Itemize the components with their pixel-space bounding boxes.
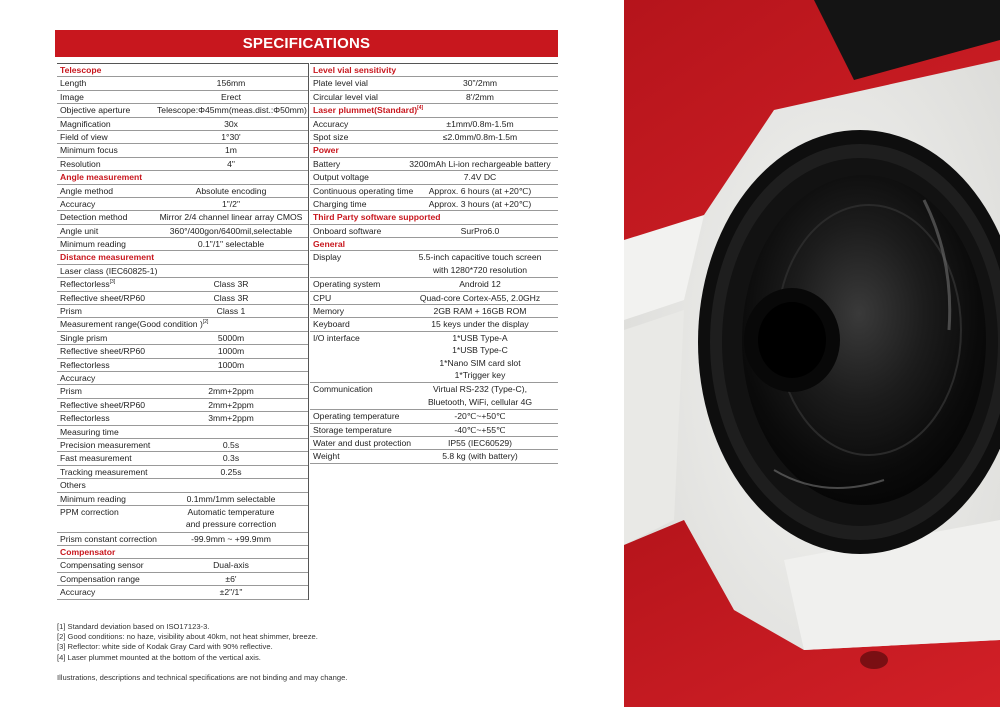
label-text: Plate level vial — [313, 78, 368, 89]
spec-value-line: 1*Trigger key — [454, 370, 506, 381]
spec-label — [60, 278, 115, 290]
spec-row — [57, 586, 308, 599]
label-text: Angle measurement — [60, 172, 143, 183]
disclaimer: Illustrations, descriptions and technical specifications are not binding and may change. — [57, 673, 348, 682]
section-title — [313, 238, 345, 250]
spec-value: Class 3R — [213, 279, 249, 290]
spec-label — [60, 573, 140, 585]
spec-value-line: Automatic temperature — [187, 506, 275, 517]
section-title — [60, 251, 154, 263]
spec-row — [57, 493, 308, 506]
spec-label — [60, 385, 82, 397]
spec-label — [60, 479, 86, 491]
label-text: Angle method — [60, 185, 114, 196]
spec-row — [57, 426, 308, 439]
spec-value: 156mm — [216, 78, 246, 89]
spec-row — [57, 533, 308, 546]
label-text: Communication — [313, 384, 373, 395]
spec-row — [57, 225, 308, 238]
spec-value: 7.4V DC — [463, 172, 497, 183]
spec-row — [310, 171, 558, 184]
spec-row — [310, 77, 558, 90]
label-text: Measuring time — [60, 426, 119, 437]
spec-row — [57, 211, 308, 224]
label-text: General — [313, 239, 346, 250]
spec-row — [57, 292, 308, 305]
spec-label — [313, 171, 369, 183]
spec-row — [57, 372, 308, 385]
label-text: Water and dust protection — [313, 438, 412, 448]
label-text: Continuous operating time — [313, 185, 414, 196]
spec-value: 0.1"/1" selectable — [197, 239, 265, 250]
spec-value: ±1mm/0.8m-1.5m — [446, 118, 514, 129]
spec-row — [310, 332, 558, 384]
spec-label — [313, 158, 340, 170]
spec-value: Absolute encoding — [195, 185, 267, 196]
label-text: Minimum reading — [60, 239, 126, 250]
spec-value: ≤2.0mm/0.8m-1.5m — [442, 131, 518, 142]
spec-value: 1m — [225, 145, 237, 156]
spec-row — [310, 437, 558, 450]
spec-row — [57, 158, 308, 171]
spec-row — [310, 131, 558, 144]
label-text: Measurement range(Good condition ) — [60, 319, 203, 330]
spec-value: -99.9mm ~ +99.9mm — [191, 533, 271, 544]
section-title — [313, 64, 396, 76]
label-text: Accuracy — [60, 587, 96, 598]
label-text: Battery — [313, 158, 341, 169]
spec-row — [57, 359, 308, 372]
label-text: Others — [60, 480, 86, 491]
spec-value — [402, 332, 558, 382]
label-text: CPU — [313, 292, 332, 303]
spec-row — [57, 479, 308, 492]
spec-label — [60, 185, 113, 197]
spec-value: IP55 (IEC60529) — [447, 438, 512, 448]
label-text: Precision measurement — [60, 439, 151, 450]
spec-value: ±6' — [225, 573, 237, 584]
spec-row — [57, 77, 308, 90]
spec-label — [60, 104, 130, 116]
spec-label — [60, 399, 145, 411]
spec-row — [310, 383, 558, 410]
spec-row — [57, 185, 308, 198]
spec-row — [310, 410, 558, 423]
spec-value: Mirror 2/4 channel linear array CMOS — [159, 212, 303, 223]
label-text: Reflective sheet/RP60 — [60, 399, 146, 410]
label-text: Storage temperature — [313, 424, 392, 435]
spec-label — [60, 493, 126, 505]
spec-label — [313, 332, 360, 344]
spec-value-line: 1*USB Type-A — [452, 332, 508, 343]
spec-value: 5000m — [217, 332, 245, 343]
spec-label — [60, 506, 119, 518]
spec-row — [57, 573, 308, 586]
spec-label — [313, 424, 392, 436]
spec-label — [60, 439, 150, 451]
spec-value: 30"/2mm — [462, 78, 498, 89]
spec-label — [60, 198, 95, 210]
label-text: Accuracy — [60, 372, 96, 383]
spec-row — [57, 385, 308, 398]
spec-label — [60, 452, 132, 464]
spec-value-line: 1*Nano SIM card slot — [439, 357, 521, 368]
label-text: Fast measurement — [60, 453, 132, 464]
spec-label — [60, 345, 145, 357]
spec-row — [57, 466, 308, 479]
label-text: Reflective sheet/RP60 — [60, 346, 146, 357]
spec-label — [60, 225, 98, 237]
spec-value: 5.8 kg (with battery) — [442, 451, 518, 462]
spec-value: Approx. 6 hours (at +20℃) — [428, 185, 532, 196]
label-text: Resolution — [60, 158, 101, 169]
label-text: Third Party software supported — [313, 212, 441, 223]
spec-value: 0.3s — [222, 453, 240, 464]
spec-value: 0.1mm/1mm selectable — [186, 493, 276, 504]
spec-row — [57, 198, 308, 211]
footnote: [2] Good conditions: no haze, visibility about 40km, not heat shimmer, breeze. — [57, 632, 318, 642]
label-text: Spot size — [313, 131, 349, 142]
spec-label — [60, 77, 86, 89]
spec-label — [313, 292, 331, 304]
spec-value: 1000m — [217, 346, 245, 357]
spec-section-header — [310, 104, 558, 117]
spec-row — [57, 238, 308, 251]
spec-row — [57, 506, 308, 533]
spec-label — [60, 559, 144, 571]
spec-value-line: 1*USB Type-C — [452, 345, 508, 356]
spec-value: 2mm+2ppm — [208, 399, 254, 410]
label-text: Onboard software — [313, 225, 382, 236]
label-text: Magnification — [60, 118, 111, 129]
spec-value-line: Virtual RS-232 (Type-C), — [433, 384, 527, 395]
spec-row — [57, 332, 308, 345]
label-text: Angle unit — [60, 225, 99, 236]
spec-label — [60, 144, 118, 156]
spec-row — [57, 118, 308, 131]
footnote-ref: [2] — [202, 319, 209, 326]
spec-value-line: and pressure correction — [185, 519, 277, 530]
specifications-title: SPECIFICATIONS — [55, 30, 558, 57]
spec-section-header — [57, 64, 308, 77]
spec-value: 30x — [224, 118, 238, 129]
spec-row — [310, 318, 558, 331]
label-text: Field of view — [60, 131, 108, 142]
spec-value: Telescope:Φ45mm(meas.dist.:Φ50mm) — [157, 105, 307, 116]
label-text: I/O interface — [313, 332, 360, 343]
label-text: Circular level vial — [313, 91, 378, 102]
spec-row — [310, 450, 558, 463]
spec-label — [313, 437, 411, 449]
spec-label — [60, 426, 119, 438]
spec-row — [57, 91, 308, 104]
label-text: Prism — [60, 306, 82, 317]
spec-row — [57, 144, 308, 157]
spec-label — [313, 410, 399, 422]
label-text: Laser class (IEC60825-1) — [60, 265, 158, 276]
spec-label — [60, 292, 145, 304]
footnote-ref: [3] — [109, 279, 116, 286]
label-text: Charging time — [313, 198, 367, 209]
spec-value: Dual-axis — [213, 560, 249, 571]
section-title — [60, 64, 101, 76]
spec-table-left — [57, 63, 309, 600]
label-text: Accuracy — [313, 118, 349, 129]
spec-value: 3200mAh Li-ion rechargeable battery — [409, 158, 551, 169]
spec-row — [310, 251, 558, 278]
label-text: Reflective sheet/RP60 — [60, 292, 146, 303]
section-title — [313, 104, 423, 116]
spec-value: 2GB RAM + 16GB ROM — [433, 306, 527, 317]
spec-value-line: with 1280*720 resolution — [432, 264, 528, 275]
spec-row — [310, 118, 558, 131]
spec-section-header — [57, 251, 308, 264]
label-text: Minimum focus — [60, 145, 118, 156]
spec-row — [57, 318, 308, 331]
spec-label — [313, 225, 381, 237]
spec-row — [57, 399, 308, 412]
section-title — [60, 171, 142, 183]
spec-value: 2mm+2ppm — [208, 386, 254, 397]
spec-label — [60, 586, 95, 598]
label-text: Operating system — [313, 279, 381, 290]
label-text: Output voltage — [313, 172, 369, 183]
spec-label — [313, 185, 413, 197]
spec-label — [60, 91, 84, 103]
spec-row — [57, 439, 308, 452]
spec-label — [60, 158, 101, 170]
spec-value: 1°30' — [221, 131, 241, 142]
label-text: Telescope — [60, 65, 102, 75]
spec-row — [310, 185, 558, 198]
spec-value: -40℃~+55℃ — [454, 424, 506, 435]
spec-value: ±2"/1" — [219, 587, 243, 598]
label-text: Objective aperture — [60, 105, 131, 116]
spec-value-line: Bluetooth, WiFi, cellular 4G — [427, 396, 533, 407]
label-text: Compensator — [60, 547, 116, 558]
spec-value: 4" — [227, 158, 235, 169]
spec-row — [57, 265, 308, 278]
spec-value: 3mm+2ppm — [208, 413, 254, 424]
spec-value: -20℃~+50℃ — [454, 411, 506, 422]
label-text: Prism constant correction — [60, 533, 157, 544]
spec-label — [60, 265, 157, 277]
spec-section-header — [57, 546, 308, 559]
spec-label — [60, 238, 126, 250]
label-text: Prism — [60, 386, 82, 397]
footnote-ref: [4] — [417, 105, 424, 112]
footnote: [4] Laser plummet mounted at the bottom of the vertical axis. — [57, 652, 261, 662]
spec-row — [57, 345, 308, 358]
label-text: Reflectorless — [60, 279, 110, 290]
spec-label — [60, 359, 110, 371]
spec-table-right — [310, 63, 558, 464]
spec-value: 8'/2mm — [466, 91, 494, 102]
spec-label — [60, 305, 82, 317]
spec-section-header — [310, 211, 558, 224]
section-title — [313, 144, 339, 156]
spec-value: Class 3R — [213, 292, 249, 303]
spec-row — [310, 198, 558, 211]
spec-value — [402, 251, 558, 276]
spec-label — [60, 211, 127, 223]
spec-row — [57, 452, 308, 465]
spec-label — [60, 332, 107, 344]
spec-row — [57, 278, 308, 291]
spec-row — [57, 412, 308, 425]
spec-value — [402, 383, 558, 408]
section-title — [313, 211, 441, 223]
label-text: Reflectorless — [60, 413, 110, 424]
label-text: Operating temperature — [313, 411, 400, 422]
label-text: Compensating sensor — [60, 560, 144, 571]
spec-value: 0.5s — [222, 439, 240, 450]
spec-label — [313, 251, 341, 263]
spec-value: Android 12 — [459, 279, 501, 290]
spec-row — [310, 278, 558, 291]
label-text: Weight — [313, 451, 340, 462]
label-text: Level vial sensitivity — [313, 65, 397, 75]
spec-row — [310, 158, 558, 171]
spec-section-header — [310, 64, 558, 77]
spec-section-header — [310, 144, 558, 157]
label-text: Memory — [313, 306, 345, 317]
footnote: [1] Standard deviation based on ISO17123-3. — [57, 622, 210, 631]
label-text: Reflectorless — [60, 359, 110, 370]
spec-value — [157, 506, 305, 531]
label-text: Display — [313, 252, 342, 263]
spec-value: 1000m — [217, 359, 245, 370]
spec-label — [60, 466, 148, 478]
spec-label — [60, 412, 110, 424]
spec-value: Erect — [220, 91, 242, 102]
footnote: [3] Reflector: white side of Kodak Gray Card with 90% reflective. — [57, 642, 273, 652]
spec-label — [313, 318, 350, 330]
label-text: Detection method — [60, 212, 128, 223]
spec-value: Approx. 3 hours (at +20℃) — [428, 198, 532, 209]
spec-value: 0.25s — [220, 466, 242, 477]
spec-value: 1"/2" — [221, 198, 241, 209]
spec-value: 15 keys under the display — [431, 319, 529, 330]
label-text: PPM correction — [60, 506, 119, 517]
product-photo-total-station — [624, 0, 1000, 707]
spec-row — [310, 424, 558, 437]
spec-label — [313, 383, 373, 395]
spec-label — [60, 318, 208, 330]
label-text: Distance measurement — [60, 252, 155, 263]
spec-row — [310, 91, 558, 104]
spec-label — [60, 533, 157, 545]
spec-section-header — [57, 171, 308, 184]
spec-value: Class 1 — [216, 306, 246, 317]
label-text: Tracking measurement — [60, 466, 148, 477]
spec-row — [57, 559, 308, 572]
spec-value: Quad-core Cortex-A55, 2.0GHz — [419, 292, 541, 303]
spec-label — [60, 131, 108, 143]
label-text: Length — [60, 78, 87, 89]
section-title — [60, 546, 115, 558]
spec-label — [60, 372, 95, 384]
label-text: Keyboard — [313, 319, 350, 330]
label-text: Accuracy — [60, 198, 96, 209]
spec-label — [313, 305, 344, 317]
spec-label — [60, 118, 111, 130]
label-text: Laser plummet(Standard) — [313, 105, 418, 116]
spec-section-header — [310, 238, 558, 251]
spec-row — [310, 305, 558, 318]
spec-label — [313, 450, 340, 462]
label-text: Single prism — [60, 332, 108, 343]
spec-value: 360°/400gon/6400mil,selectable — [169, 225, 293, 236]
spec-row — [57, 104, 308, 117]
spec-label — [313, 278, 380, 290]
label-text: Image — [60, 91, 84, 102]
spec-row — [57, 305, 308, 318]
spec-row — [310, 292, 558, 305]
spec-label — [313, 198, 367, 210]
spec-label — [313, 131, 348, 143]
spec-value-line: 5.5-inch capacitive touch screen — [418, 252, 542, 263]
label-text: Compensation range — [60, 573, 140, 584]
spec-row — [310, 225, 558, 238]
label-text: Minimum reading — [60, 493, 126, 504]
label-text: Power — [313, 145, 339, 156]
spec-value: SurPro6.0 — [460, 225, 500, 236]
spec-label — [313, 77, 368, 89]
spec-label — [313, 91, 378, 103]
spec-row — [57, 131, 308, 144]
footnotes — [57, 622, 577, 663]
spec-label — [313, 118, 348, 130]
